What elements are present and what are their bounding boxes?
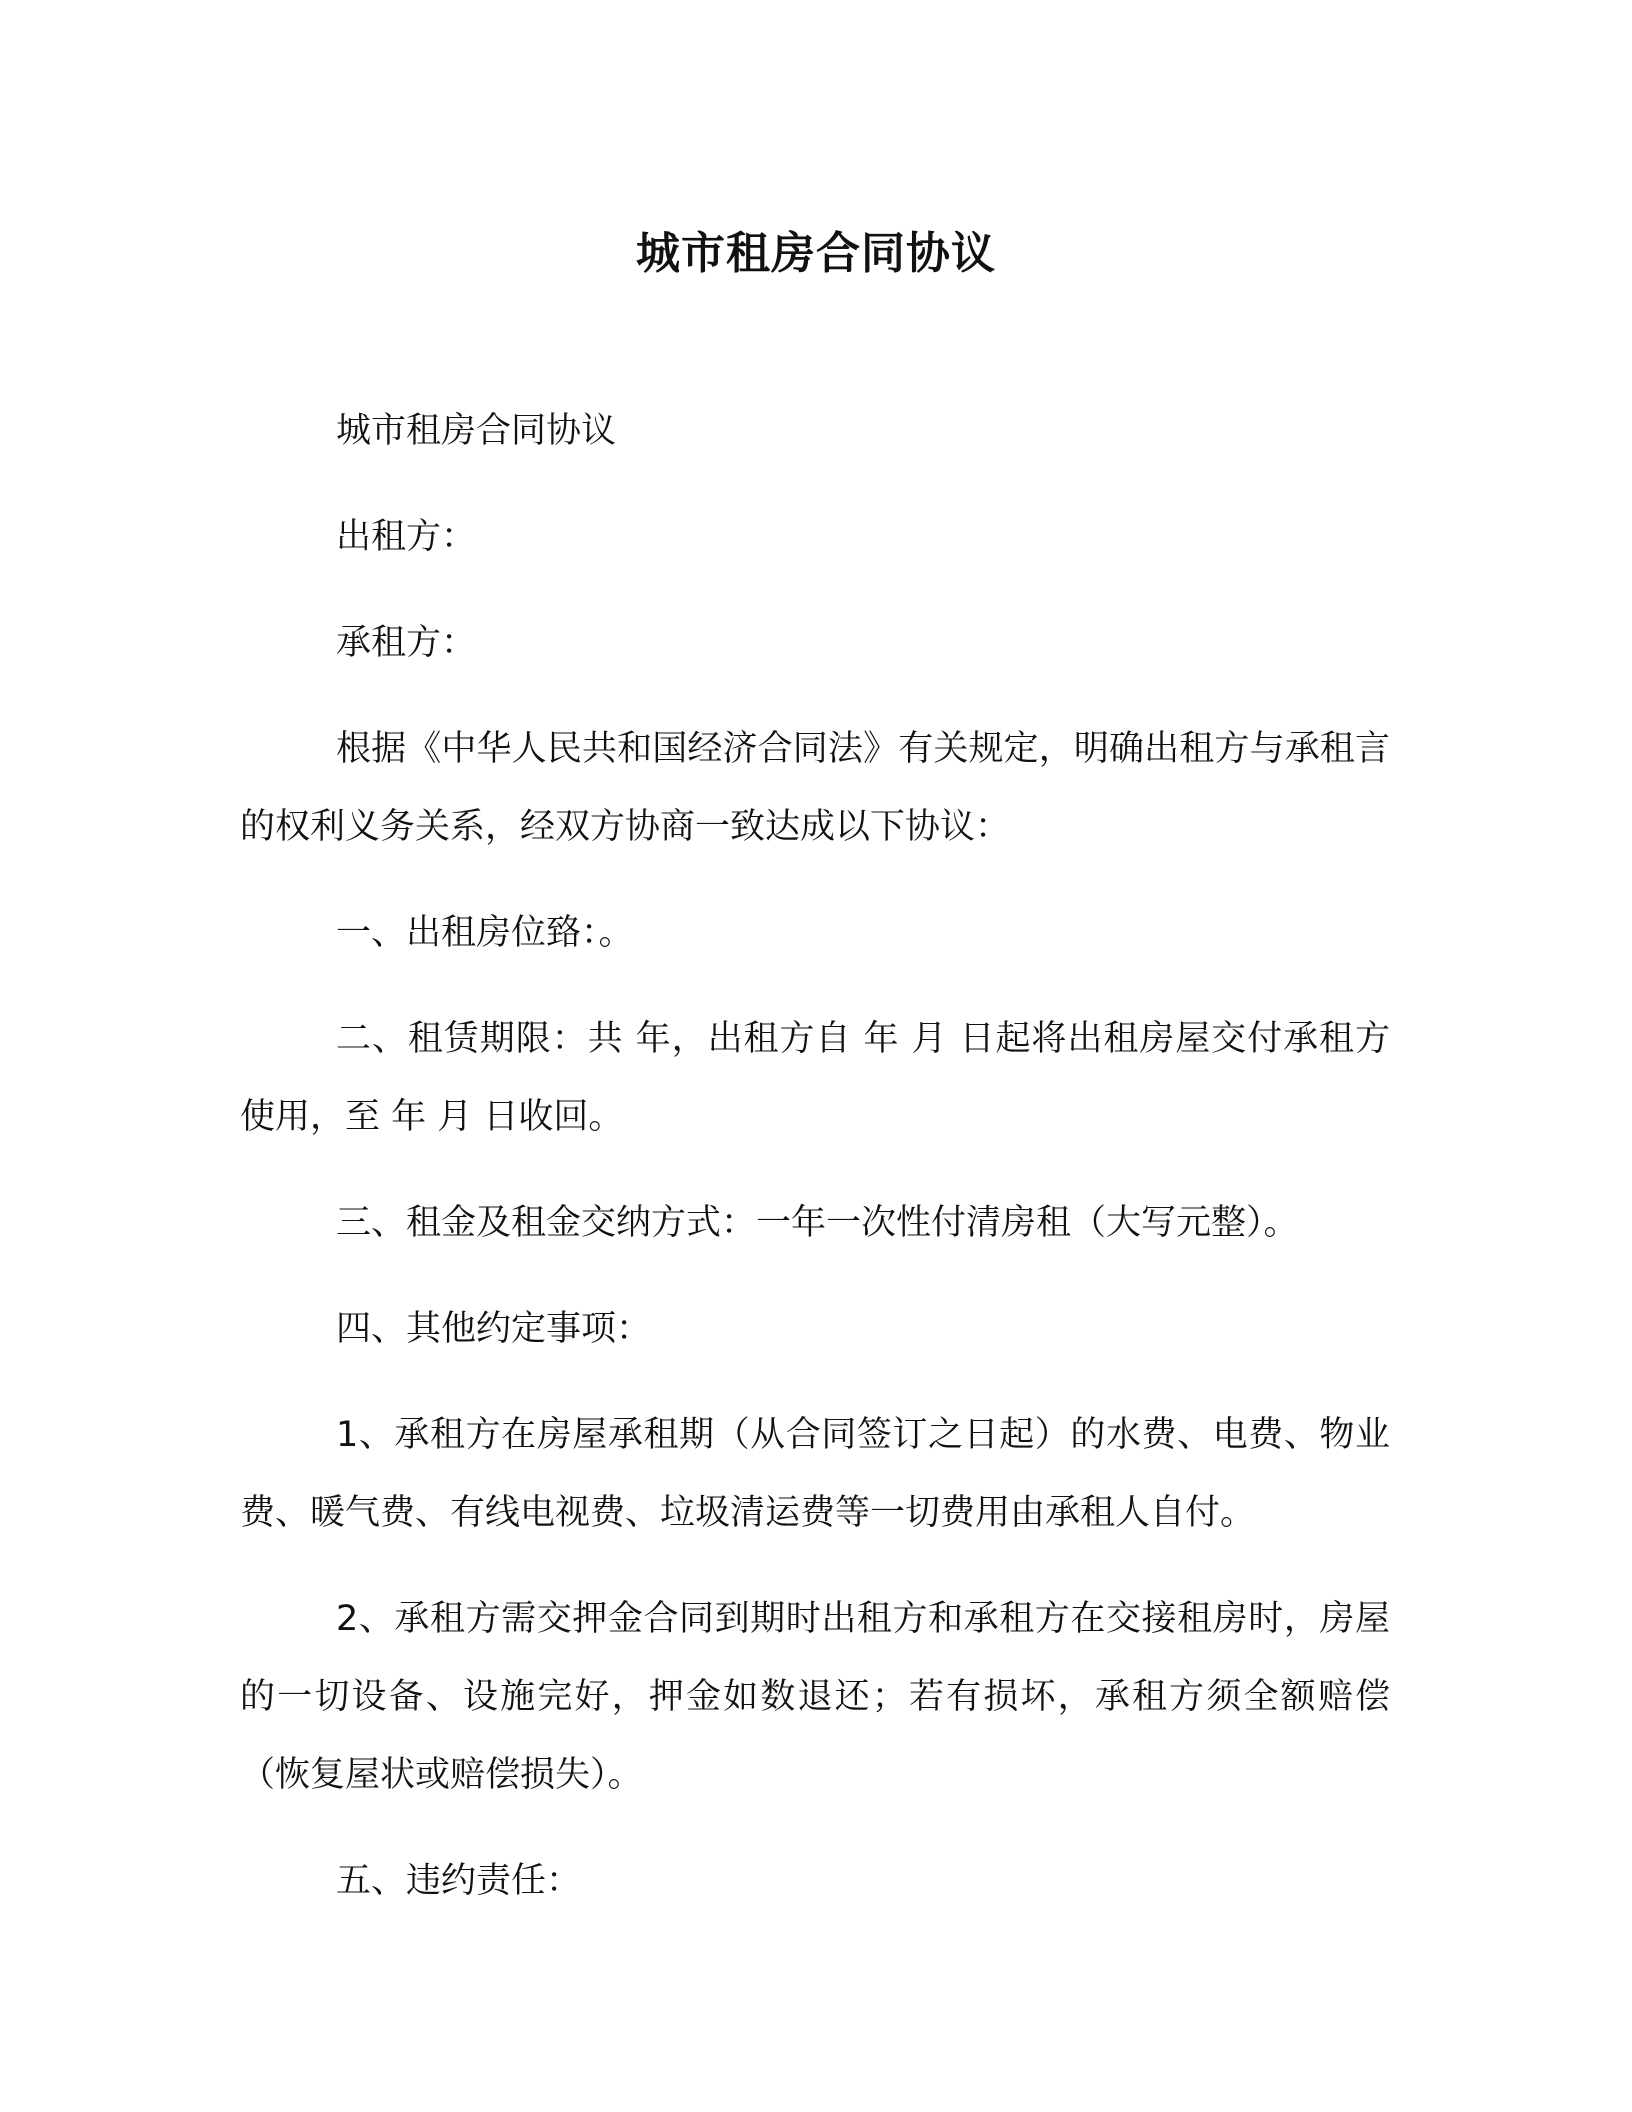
paragraph-clause-2: 二、租赁期限：共 年，出租方自 年 月 日起将出租房屋交付承租方使用，至 年 月 日收回。: [240, 1019, 1390, 1137]
document-body: [240, 392, 1390, 1948]
paragraph-clause-4-item-1: 1、承租方在房屋承租期（从合同签订之日起）的水费、电费、物业费、暖气费、有线电视费、垃圾清运费等一切费用由承租人自付。: [240, 1415, 1390, 1533]
document-title: 城市租房合同协议: [636, 228, 996, 279]
paragraph-clause-4-item-2: 2、承租方需交押金合同到期时出租方和承租方在交接租房时，房屋的一切设备、设施完好，押金如数退还；若有损坏，承租方须全额赔偿（恢复屋状或赔偿损失）。: [240, 1599, 1390, 1795]
paragraph-clause-5: 五、违约责任：: [336, 1861, 582, 1901]
paragraph-preamble: 根据《中华人民共和国经济合同法》有关规定，明确出租方与承租言的权利义务关系，经双方协商一致达成以下协议：: [240, 729, 1390, 847]
paragraph-clause-1: 一、出租房位臵：。: [336, 913, 634, 953]
paragraph-clause-4: 四、其他约定事项：: [336, 1309, 652, 1349]
paragraph-lessor: 出租方：: [336, 517, 477, 557]
paragraph-lessee: 承租方：: [336, 623, 477, 663]
paragraph-subtitle: 城市租房合同协议: [336, 411, 617, 451]
paragraph-clause-3: 三、租金及租金交纳方式：一年一次性付清房租（大写元整）。: [336, 1203, 1299, 1243]
